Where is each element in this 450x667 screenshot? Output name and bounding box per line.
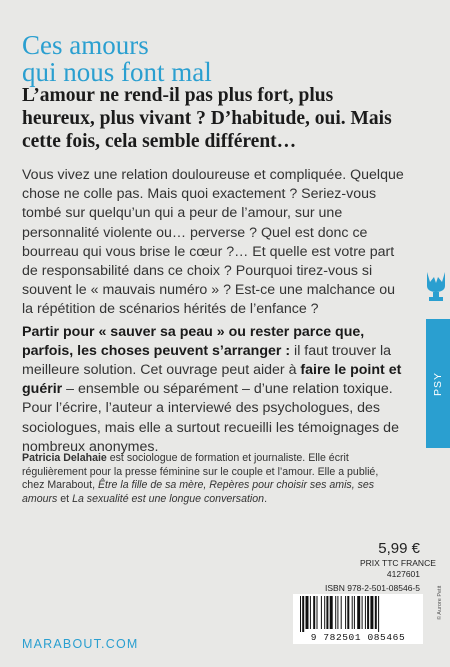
title-line-1: Ces amours <box>22 30 149 60</box>
price-code: 4127601 <box>386 568 420 579</box>
price-label: PRIX TTC FRANCE <box>360 558 436 568</box>
image-credit: © Aurore Petit <box>437 585 443 620</box>
lead-paragraph: L’amour ne rend-il pas plus fort, plus heureux, plus vivant ? D’habitude, oui. Mais cette fois, cela semble différent… <box>22 85 392 152</box>
barcode-digits: 9 782501 085465 <box>310 632 406 643</box>
author-bio-text-3: . <box>264 492 268 505</box>
author-bio-text-2: et <box>57 492 73 505</box>
p2-text-2: – ensemble ou séparément – d’une relation toxique. Pour l’écrire, l’auteur a interviewé des psychologues, des sociologues, mais elle a surtout recueilli les témoignages de nombreux anonymes. <box>22 381 399 455</box>
author-bio-text-1: est sociologue de formation et journaliste. Elle écrit régulièrement pour la presse féminine sur le couple et l’amour. Elle a publié, chez Marabout, <box>22 452 379 492</box>
category-label: PSY <box>432 371 444 396</box>
description-paragraph-2 <box>22 323 408 457</box>
isbn: ISBN 978-2-501-08546-5 <box>325 583 420 593</box>
author-bio <box>22 452 402 506</box>
p2-bold-highlight: faire le point et guérir <box>22 362 402 398</box>
title-line-2: qui nous font mal <box>22 57 212 87</box>
p2-text-1: il faut trouver la meilleure solution. Cet ouvrage peut aider à <box>22 342 392 379</box>
description <box>22 166 408 457</box>
book-title <box>22 32 212 86</box>
description-paragraph-1: Vous vivez une relation douloureuse et compliquée. Quelque chose ne colle pas. Mais quoi exactement ? Seriez-vous tombé sur quelqu’un qui a peur de l’amour, sur une personnalité violente ou… perverse ? Quel est donc ce bourreau qui vous brise le cœur ?… Et quelle est votre part de responsabilité dans ce choix ? Pourquoi tirez-vous si souvent le « mauvais numéro » ? Est-ce une malchance ou la répétition de scénarios hérités de l’enfance ? <box>22 167 404 318</box>
barcode <box>293 594 423 644</box>
author-book-2: La sexualité est une longue conversation <box>72 492 265 505</box>
author-book-1: Être la fille de sa mère, Repères pour choisir ses amis, ses amours <box>22 479 375 505</box>
marabout-logo-icon <box>425 268 447 302</box>
category-tab <box>426 319 450 448</box>
price: 5,99 € <box>378 540 420 557</box>
price-block <box>360 540 436 579</box>
barcode-bars-icon <box>298 596 418 632</box>
p2-bold-intro: Partir pour « sauver sa peau » ou rester parce que, parfois, les choses peuvent s’arranger : <box>22 323 365 359</box>
author-name: Patricia Delahaie <box>22 452 107 464</box>
publisher-website: MARABOUT.COM <box>22 637 139 651</box>
